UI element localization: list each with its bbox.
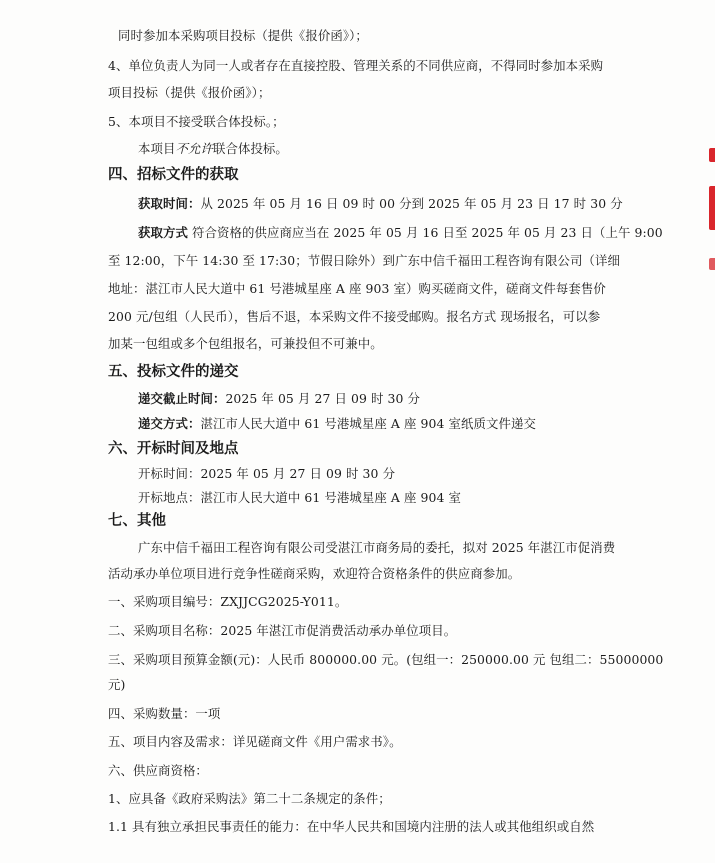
field-label: 递交截止时间： xyxy=(138,391,226,406)
section-heading-6: 六、开标时间及地点 xyxy=(108,440,239,457)
section-heading-7: 七、其他 xyxy=(108,512,166,529)
field-value: 湛江市人民大道中 61 号港城星座 A 座 904 室纸质文件递交 xyxy=(200,416,536,431)
stamp-fragment xyxy=(709,258,715,270)
list-item: 四、采购数量：一项 xyxy=(108,706,221,721)
list-item: 元) xyxy=(108,677,126,692)
list-item: 1、应具备《政府采购法》第二十二条规定的条件； xyxy=(108,791,391,806)
field-value: 2025 年 05 月 27 日 09 时 30 分 xyxy=(200,466,396,481)
field-label: 开标地点： xyxy=(138,490,201,505)
text-line: 活动承办单位项目进行竞争性磋商采购，欢迎符合资格条件的供应商参加。 xyxy=(108,566,521,581)
text-line: 地址：湛江市人民大道中 61 号港城星座 A 座 903 室）购买磋商文件，磋商文件每套售价 xyxy=(108,281,606,296)
text-line: 200 元/包组（人民币），售后不退，本采购文件不接受邮购。报名方式 现场报名，可以参 xyxy=(108,309,601,324)
list-item: 二、采购项目名称：2025 年湛江市促消费活动承办单位项目。 xyxy=(108,623,457,638)
field-label: 获取时间： xyxy=(138,196,201,211)
text-line: 同时参加本采购项目投标（提供《报价函》）； xyxy=(118,28,368,43)
text-line: 至 12:00，下午 14:30 至 17:30；节假日除外）到广东中信千福田工程咨询有限公司（详细 xyxy=(108,253,620,268)
section-heading-5: 五、投标文件的递交 xyxy=(108,363,239,380)
text-line: 加某一包组或多个包组报名，可兼投但不可兼中。 xyxy=(108,336,383,351)
text-italic: 不允许 xyxy=(175,141,213,156)
text-line xyxy=(138,391,420,407)
text-line xyxy=(138,416,536,432)
field-label: 开标时间： xyxy=(138,466,201,481)
list-item: 1.1 具有独立承担民事责任的能力：在中华人民共和国境内注册的法人或其他组织或自然 xyxy=(108,819,595,834)
text-line xyxy=(138,225,663,241)
text-line: 广东中信千福田工程咨询有限公司受湛江市商务局的委托，拟对 2025 年湛江市促消费 xyxy=(138,540,616,555)
list-item: 六、供应商资格： xyxy=(108,763,208,778)
section-heading-4: 四、招标文件的获取 xyxy=(108,166,239,183)
stamp-fragment xyxy=(709,186,715,230)
text-segment: 联合体投标。 xyxy=(212,141,288,156)
text-line: 项目投标（提供《报价函》）； xyxy=(108,85,271,100)
stamp-fragment xyxy=(709,148,715,162)
text-line: 5、本项目不接受联合体投标。； xyxy=(108,114,285,129)
list-item: 五、项目内容及需求：详见磋商文件《用户需求书》。 xyxy=(108,734,402,749)
field-label: 递交方式： xyxy=(138,416,201,431)
list-item: 三、采购项目预算金额(元)：人民币 800000.00 元。(包组一：250000.00 元 包组二：55000000 xyxy=(108,652,664,667)
text-line xyxy=(138,490,461,506)
field-label: 获取方式 xyxy=(138,225,188,240)
field-value: 从 2025 年 05 月 16 日 09 时 00 分到 2025 年 05 月 23 日 17 时 30 分 xyxy=(200,196,623,211)
text-segment: 本项目 xyxy=(138,141,176,156)
text-line xyxy=(138,196,623,212)
text-line xyxy=(138,466,395,482)
list-item: 一、采购项目编号：ZXJJCG2025-Y011。 xyxy=(108,594,348,609)
field-value: 湛江市人民大道中 61 号港城星座 A 座 904 室 xyxy=(200,490,462,505)
field-value: 符合资格的供应商应当在 2025 年 05 月 16 日至 2025 年 05 月 23 日（上午 9:00 xyxy=(187,225,663,240)
text-line xyxy=(138,141,288,157)
field-value: 2025 年 05 月 27 日 09 时 30 分 xyxy=(225,391,421,406)
text-line: 4、单位负责人为同一人或者存在直接控股、管理关系的不同供应商，不得同时参加本采购 xyxy=(108,58,604,73)
